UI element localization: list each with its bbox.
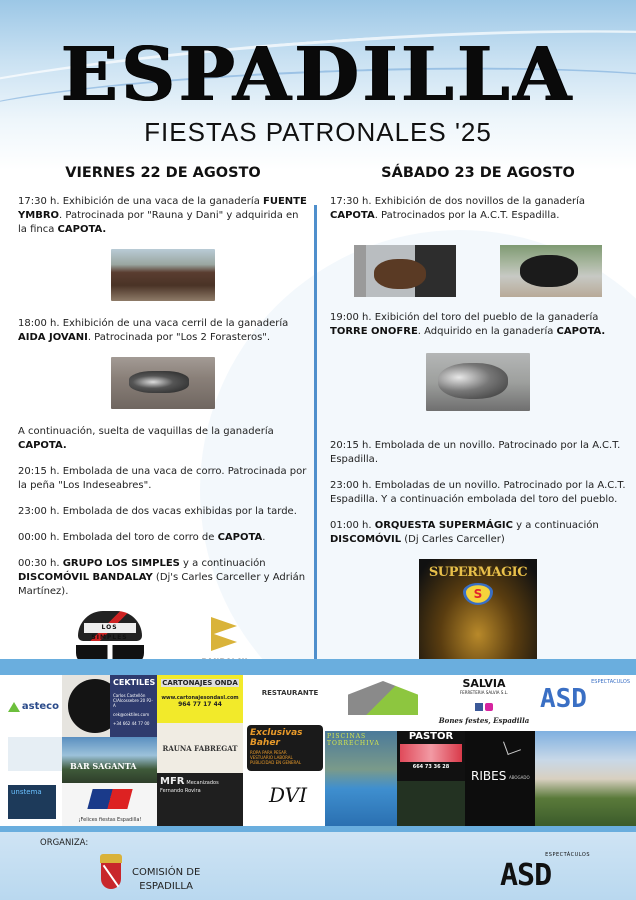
- event-text: Exhibición de una vaca cerril de la ganadería: [59, 318, 289, 329]
- mfr-sub: Mecanizados Fernando Rovira: [160, 780, 219, 794]
- ribes-sub: ABOGADO: [509, 775, 530, 780]
- event-item: [18, 557, 308, 599]
- rf-house-icon: [348, 681, 418, 715]
- unstema-label: unstema: [11, 788, 42, 796]
- column-divider: [314, 205, 317, 660]
- restaurante-label: RESTAURANTE: [261, 689, 319, 697]
- event-highlight: DISCOMÓVIL BANDALAY: [18, 572, 153, 583]
- event-text: . Patrocinados por la A.C.T. Espadilla.: [374, 210, 560, 221]
- friday-title: VIERNES 22 DE AGOSTO: [65, 165, 261, 181]
- sponsor-green: [397, 781, 465, 827]
- event-time: 20:15 h.: [18, 466, 60, 477]
- simples-band-label: LOS SIMPLES: [84, 623, 136, 633]
- salvia-slogan: Bones festes, Espadilla: [438, 716, 530, 725]
- novillos-photos: [330, 245, 626, 297]
- dvi-label: DVI: [268, 783, 308, 807]
- cartonajes-name: CARTONAJES ONDA: [162, 679, 238, 687]
- event-item: [18, 465, 308, 493]
- cektiles-line: C/Alcossebre 20 P2-A: [113, 698, 153, 708]
- superman-shield-icon: [463, 583, 493, 605]
- bandalay-logo: [195, 615, 255, 665]
- cartonajes-web: www.cartonajesondasl.com: [161, 695, 239, 701]
- organizer-name-line: ESPADILLA: [139, 881, 194, 892]
- rauna-name: RAUNA FABREGAT: [162, 744, 238, 753]
- event-text: Embolada de una vaca de corro. Patrocinada por la peña "Los Indeseabres".: [18, 466, 307, 491]
- pastor-product-photo: [400, 744, 462, 762]
- event-highlight: CAPOTA: [330, 210, 375, 221]
- sponsor-band: [0, 659, 636, 675]
- event-time: 23:00 h.: [330, 480, 372, 491]
- coat-of-arms-icon: [98, 854, 124, 890]
- toro-onofre-photo: [426, 353, 530, 411]
- event-item: [330, 479, 626, 507]
- event-time: 20:15 h.: [330, 440, 372, 451]
- sponsor-ribes: [465, 731, 535, 827]
- asd-letters: ASD: [500, 858, 552, 893]
- event-text: y a continuación: [179, 558, 266, 569]
- event-item: [18, 531, 308, 545]
- instagram-icon: [485, 703, 493, 711]
- event-highlight: GRUPO LOS SIMPLES: [62, 558, 180, 569]
- pastor-phone: 664 73 36 28: [412, 764, 450, 770]
- event-text: .: [262, 532, 266, 543]
- organiza-label: ORGANIZA:: [40, 838, 89, 848]
- event-text: Emboladas de un novillo. Patrocinado por la A.C.T. Espadilla. Y a continuación embolada del toro del pueblo.: [330, 480, 626, 505]
- event-time: 01:00 h.: [330, 520, 375, 531]
- ribes-name: RIBES: [471, 769, 507, 783]
- cektiles-line: cek@cektiles.com: [113, 712, 150, 717]
- facebook-icon: [475, 703, 483, 711]
- sponsors-grid: [0, 675, 636, 827]
- bar-saganta-label: BAR SAGANTA: [70, 761, 137, 771]
- asd-espect: ESPECTÁCULOS: [591, 679, 630, 685]
- event-text: . Patrocinada por "Rauna y Dani" y adquirida en la finca: [18, 210, 299, 235]
- event-highlight: CAPOTA.: [556, 326, 606, 337]
- cektiles-line: +34 662 44 77 00: [113, 721, 150, 726]
- cektiles-line: Carlos Castellón: [113, 693, 146, 698]
- cow-photo: [111, 249, 215, 301]
- event-text: . Adquirido en la ganadería: [417, 326, 557, 337]
- shield-icon: [101, 863, 121, 889]
- event-time: 19:00 h.: [330, 312, 372, 323]
- event-time: 17:30 h.: [18, 196, 60, 207]
- poster-title: ESPADILLA: [61, 32, 575, 118]
- town-photo: [535, 731, 636, 827]
- event-text: Exibición del toro del pueblo de la ganadería: [371, 312, 599, 323]
- supermagic-poster: [419, 559, 537, 675]
- sponsor-unstema: [8, 785, 56, 819]
- sponsor-salvia: [432, 677, 536, 725]
- sponsor-piscinas: [325, 731, 397, 827]
- jd-logo-icon: [87, 789, 132, 809]
- event-time: 17:30 h.: [330, 196, 372, 207]
- event-item: [330, 195, 626, 223]
- event-item: [18, 425, 308, 453]
- social-icons: [432, 703, 536, 713]
- organizer-name: [132, 866, 200, 894]
- sponsor-asd: [540, 679, 630, 723]
- asteco-triangle-icon: [8, 702, 20, 712]
- asteco-label: asteco: [21, 701, 59, 712]
- event-text: (Dj Carles Carceller): [401, 534, 505, 545]
- event-text: Embolada del toro de corro de: [59, 532, 218, 543]
- event-highlight: TORRE ONOFRE: [330, 326, 418, 337]
- ribes-emblem-icon: [503, 737, 521, 755]
- event-time: 00:30 h.: [18, 558, 63, 569]
- event-time: 18:00 h.: [18, 318, 60, 329]
- salvia-sub: FERRETERIA SALVIA S.L.: [459, 690, 509, 695]
- novillo-photo: [500, 245, 602, 297]
- event-text: Exhibición de una vaca de la ganadería: [59, 196, 263, 207]
- event-highlight: AIDA JOVANI: [18, 332, 88, 343]
- footer: [0, 832, 636, 900]
- event-text: y a continuación: [512, 520, 599, 531]
- piscinas-name: PISCINAS TORRECHIVA: [327, 733, 380, 747]
- event-highlight: CAPOTA: [217, 532, 263, 543]
- cartonajes-phone: 964 77 17 44: [178, 701, 222, 708]
- sponsor-cektiles: [110, 675, 158, 737]
- pastor-name: PASTOR: [408, 731, 454, 742]
- organizer-name-line: COMISIÓN DE: [132, 867, 201, 878]
- saturday-title: SÁBADO 23 DE AGOSTO: [381, 165, 575, 181]
- sponsor-exclusivas: [247, 725, 323, 771]
- sponsor-transport: [62, 783, 158, 827]
- sponsor-cartonajes: [157, 675, 243, 723]
- asd-espect-label: ESPECTÁCULOS: [545, 852, 590, 858]
- event-item: [330, 439, 626, 467]
- sponsor-panel: [8, 737, 64, 771]
- event-highlight: CAPOTA.: [57, 224, 107, 235]
- arrow-icon: [211, 633, 237, 651]
- event-highlight: FUENTE YMBRO: [18, 196, 307, 221]
- event-text: Exhibición de dos novillos de la ganadería: [371, 196, 586, 207]
- friday-column: [18, 165, 308, 669]
- event-highlight: DISCOMÓVIL: [330, 534, 402, 545]
- exclusivas-line: VESTUARIO LABORAL: [250, 755, 293, 760]
- exclusivas-line: ROPA PARA PESAR: [250, 750, 287, 755]
- sponsor-bar-saganta: [62, 737, 158, 783]
- cektiles-name: CEKTILES: [113, 678, 156, 687]
- asd-footer-logo: [500, 852, 592, 894]
- event-text: . Patrocinada por "Los 2 Forasteros".: [87, 332, 271, 343]
- event-item: [330, 311, 626, 339]
- event-text: A continuación, suelta de vaquillas de la ganadería: [18, 426, 274, 437]
- event-item: [18, 505, 308, 519]
- poster-subtitle: FIESTAS PATRONALES '25: [144, 117, 492, 147]
- crown-icon: [100, 854, 122, 863]
- mfr-name: MFR: [160, 776, 185, 787]
- sponsor-pastor: [397, 731, 465, 781]
- event-text: Embolada de un novillo. Patrocinado por la A.C.T. Espadilla.: [330, 440, 621, 465]
- cerril-cow-photo: [111, 357, 215, 409]
- event-text: Embolada de dos vacas exhibidas por la tarde.: [59, 506, 297, 517]
- event-item: [18, 195, 308, 237]
- exclusivas-line: PUBLICIDAD EN GENERAL: [250, 760, 302, 765]
- salvia-name: SALVIA: [462, 677, 506, 690]
- exclusivas-name: Exclusivas Baher: [250, 728, 303, 748]
- sponsor-rf: [342, 679, 430, 721]
- saturday-column: [330, 165, 626, 675]
- event-time: 23:00 h.: [18, 506, 60, 517]
- novillo-photo: [354, 245, 456, 297]
- sponsor-rauna: [157, 723, 243, 773]
- event-highlight: ORQUESTA SUPERMÁGIC: [374, 520, 513, 531]
- sponsor-dvi: [258, 783, 318, 821]
- asd-letters: ASD: [540, 684, 587, 714]
- sponsor-restaurante: [250, 683, 330, 713]
- event-item: [330, 519, 626, 547]
- supermagic-label: SUPERMAGIC: [428, 565, 528, 580]
- sponsor-mfr: [157, 773, 243, 827]
- event-item: [18, 317, 308, 345]
- event-highlight: CAPOTA.: [18, 440, 67, 451]
- event-text: (Dj's Carles Carceller y Adrián Martínez).: [18, 572, 306, 597]
- sponsor-asteco: [8, 701, 64, 725]
- event-time: 00:00 h.: [18, 532, 60, 543]
- transport-slogan: ¡Felices fiestas Espadilla!: [78, 817, 142, 823]
